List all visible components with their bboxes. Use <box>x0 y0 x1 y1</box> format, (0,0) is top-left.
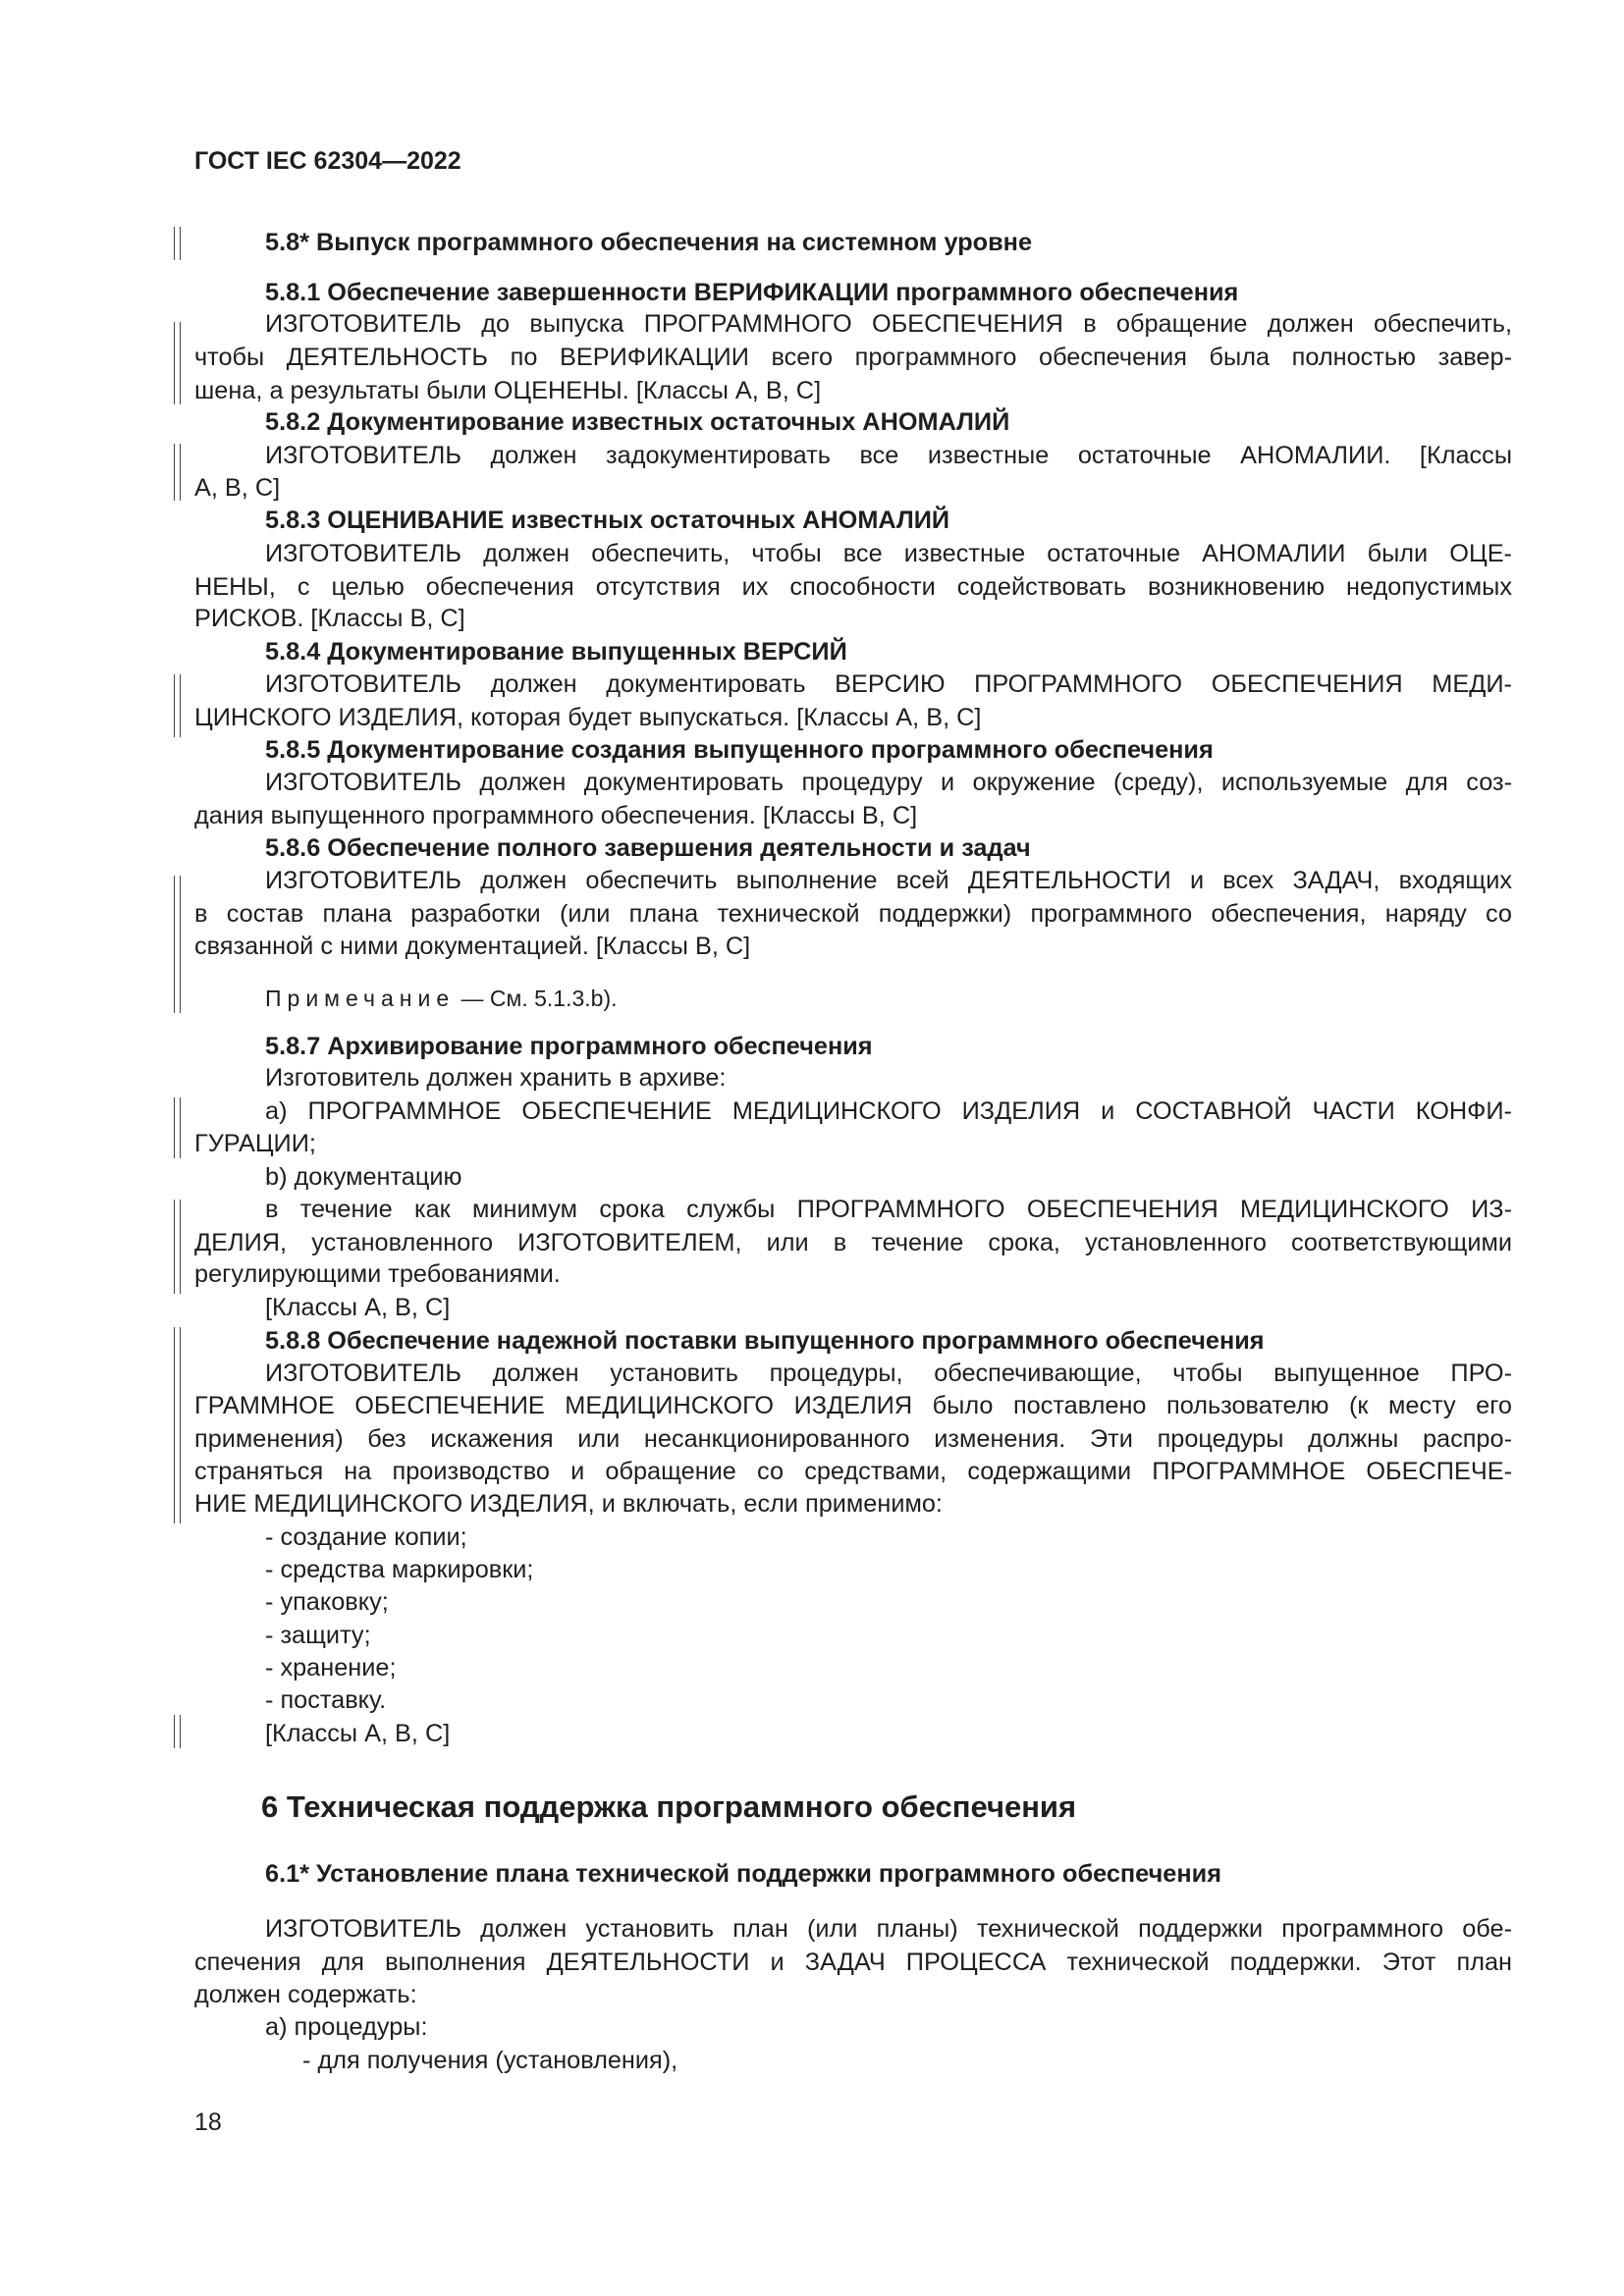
section-heading: 5.8.3 ОЦЕНИВАНИЕ известных остаточных АНОМАЛИЙ <box>265 507 950 534</box>
list-item: - упаковку; <box>265 1588 389 1616</box>
list-item: - хранение; <box>265 1654 397 1682</box>
paragraph-line: связанной с ними документацией. [Классы В, С] <box>194 933 751 960</box>
paragraph-line: ИЗГОТОВИТЕЛЬ до выпуска ПРОГРАММНОГО ОБЕСПЕЧЕНИЯ в обращение должен обеспечить, <box>265 310 1512 338</box>
paragraph-line: ИЗГОТОВИТЕЛЬ должен задокументировать все известные остаточные АНОМАЛИИ. [Классы <box>265 442 1512 469</box>
paragraph-line: Изготовитель должен хранить в архиве: <box>265 1064 727 1092</box>
change-bar <box>174 444 181 501</box>
paragraph-line: ИЗГОТОВИТЕЛЬ должен документировать процедуру и окружение (среду), используемые для соз- <box>265 769 1512 796</box>
paragraph-line: регулирующими требованиями. <box>194 1260 561 1288</box>
paragraph-line: должен содержать: <box>194 1981 417 2008</box>
paragraph-line: ДЕЛИЯ, установленного ИЗГОТОВИТЕЛЕМ, или в течение срока, установленного соответствующими <box>194 1229 1512 1256</box>
list-item: - создание копии; <box>265 1523 467 1551</box>
note-text: — См. 5.1.3.b). <box>460 986 618 1011</box>
section-heading: 5.8.6 Обеспечение полного завершения деятельности и задач <box>265 834 1031 862</box>
chapter-heading: 6 Техническая поддержка программного обеспечения <box>261 1789 1077 1824</box>
section-heading: 5.8.1 Обеспечение завершенности ВЕРИФИКАЦИИ программного обеспечения <box>265 279 1239 306</box>
paragraph-line: ИЗГОТОВИТЕЛЬ должен установить процедуры, обеспечивающие, чтобы выпущенное ПРО- <box>265 1360 1512 1387</box>
list-item: а) ПРОГРАММНОЕ ОБЕСПЕЧЕНИЕ МЕДИЦИНСКОГО ИЗДЕЛИЯ и СОСТАВНОЙ ЧАСТИ КОНФИ- <box>265 1097 1512 1125</box>
list-item: - защиту; <box>265 1622 371 1649</box>
section-heading: 5.8* Выпуск программного обеспечения на системном уровне <box>265 229 1033 256</box>
paragraph-line: НЕНЫ, с целью обеспечения отсутствия их способности содействовать возникновению недопустимых <box>194 573 1512 601</box>
paragraph-line: в состав плана разработки (или плана технической поддержки) программного обеспечения, наряду со <box>194 900 1512 928</box>
paragraph-line: ИЗГОТОВИТЕЛЬ должен документировать ВЕРСИЮ ПРОГРАММНОГО ОБЕСПЕЧЕНИЯ МЕДИ- <box>265 670 1512 698</box>
paragraph-line: ГРАММНОЕ ОБЕСПЕЧЕНИЕ МЕДИЦИНСКОГО ИЗДЕЛИЯ было поставлено пользователю (к месту его <box>194 1392 1512 1419</box>
change-bar <box>174 1327 181 1523</box>
change-bar <box>174 674 181 737</box>
note-label: Примечание <box>265 986 456 1011</box>
list-item: - средства маркировки; <box>265 1556 534 1583</box>
paragraph-line: шена, а результаты были ОЦЕНЕНЫ. [Классы А, В, С] <box>194 377 822 404</box>
section-heading: 6.1* Установление плана технической поддержки программного обеспечения <box>265 1860 1221 1888</box>
change-bar <box>174 322 181 404</box>
paragraph-line: ЦИНСКОГО ИЗДЕЛИЯ, которая будет выпускаться. [Классы А, В, С] <box>194 704 982 731</box>
paragraph-line: в течение как минимум срока службы ПРОГРАММНОГО ОБЕСПЕЧЕНИЯ МЕДИЦИНСКОГО ИЗ- <box>265 1196 1512 1223</box>
change-bar <box>174 1200 181 1294</box>
paragraph-line: чтобы ДЕЯТЕЛЬНОСТЬ по ВЕРИФИКАЦИИ всего программного обеспечения была полностью завер- <box>194 344 1512 371</box>
paragraph-line: А, В, С] <box>194 474 281 502</box>
paragraph-line: РИСКОВ. [Классы В, С] <box>194 605 465 632</box>
change-bar <box>174 876 181 1013</box>
paragraph-line: спечения для выполнения ДЕЯТЕЛЬНОСТИ и ЗАДАЧ ПРОЦЕССА технической поддержки. Этот план <box>194 1949 1512 1976</box>
paragraph-line: страняться на производство и обращение со средствами, содержащими ПРОГРАММНОЕ ОБЕСПЕЧЕ- <box>194 1458 1512 1485</box>
list-item: - для получения (установления), <box>302 2047 678 2074</box>
section-heading: 5.8.5 Документирование создания выпущенного программного обеспечения <box>265 736 1214 764</box>
change-bar <box>174 1715 181 1748</box>
paragraph-line: применения) без искажения или несанкционированного изменения. Эти процедуры должны распро- <box>194 1425 1512 1453</box>
paragraph-line: ИЗГОТОВИТЕЛЬ должен установить план (или планы) технической поддержки программного обе- <box>265 1915 1512 1943</box>
paragraph-line: дания выпущенного программного обеспечения. [Классы В, С] <box>194 802 918 829</box>
paragraph-line: ИЗГОТОВИТЕЛЬ должен обеспечить, чтобы все известные остаточные АНОМАЛИИ были ОЦЕ- <box>265 540 1512 567</box>
section-heading: 5.8.2 Документирование известных остаточных АНОМАЛИЙ <box>265 408 1010 436</box>
section-heading: 5.8.4 Документирование выпущенных ВЕРСИЙ <box>265 638 847 666</box>
change-bar <box>174 1097 181 1158</box>
paragraph-line: [Классы А, В, С] <box>265 1294 451 1321</box>
paragraph-line: ИЗГОТОВИТЕЛЬ должен обеспечить выполнение всей ДЕЯТЕЛЬНОСТИ и всех ЗАДАЧ, входящих <box>265 867 1512 894</box>
change-bar <box>174 227 181 260</box>
section-heading: 5.8.7 Архивирование программного обеспечения <box>265 1033 873 1060</box>
section-heading: 5.8.8 Обеспечение надежной поставки выпущенного программного обеспечения <box>265 1327 1265 1355</box>
list-item: - поставку. <box>265 1686 387 1714</box>
page-number: 18 <box>194 2109 222 2136</box>
list-item: ГУРАЦИИ; <box>194 1130 316 1157</box>
paragraph-line: НИЕ МЕДИЦИНСКОГО ИЗДЕЛИЯ, и включать, если применимо: <box>194 1490 943 1518</box>
paragraph-line: [Классы А, В, С] <box>265 1720 451 1747</box>
document-header: ГОСТ IEC 62304—2022 <box>194 147 461 175</box>
list-item: b) документацию <box>265 1163 462 1191</box>
note <box>265 983 618 1014</box>
list-item: а) процедуры: <box>265 2013 428 2041</box>
